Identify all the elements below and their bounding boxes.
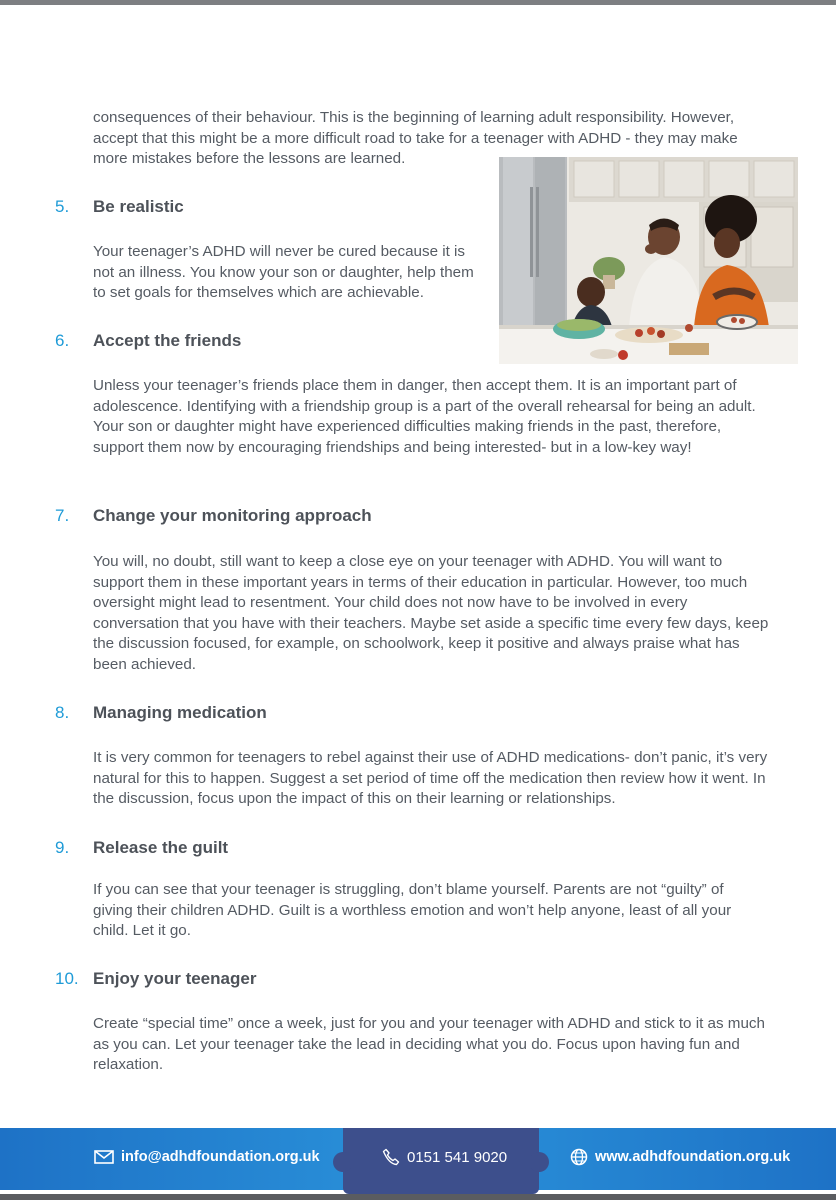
- family-cooking-photo: [499, 157, 798, 364]
- section-9-number: 9.: [55, 838, 70, 857]
- footer-email-link[interactable]: [94, 1146, 320, 1168]
- section-7-number: 7.: [55, 506, 70, 525]
- section-9-title: Release the guilt: [93, 838, 229, 857]
- intro-paragraph: consequences of their behaviour. This is the beginning of learning adult responsibility. However, accept that this might be a more difficult road to take for a teenager with ADHD - they may make more mistakes before the lessons are learned.: [93, 109, 738, 168]
- section-8-title: Managing medication: [93, 703, 267, 722]
- section-7-title: Change your monitoring approach: [93, 506, 372, 525]
- envelope-icon: [94, 1150, 114, 1164]
- section-6-number: 6.: [55, 331, 70, 350]
- section-6-title: Accept the friends: [93, 331, 242, 350]
- section-5-number: 5.: [55, 197, 70, 216]
- section-7-body: You will, no doubt, still want to keep a close eye on your teenager with ADHD. You will want to support them in these important years in terms of their education in particular. However, too much oversight might lead to resentment. Your child does not now have to be involved in every conversation that you have with their teachers. Maybe set aside a specific time every few days, keep the discussion focused, for example, on schoolwork, keep it positive and always praise what has been achieved.: [93, 553, 769, 673]
- section-10-number: 10.: [55, 969, 79, 988]
- section-8-body: It is very common for teenagers to rebel against their use of ADHD medications- don’t panic, it’s very natural for this to happen. Suggest a set period of time off the medication then review how it went. In the discussion, focus upon the impact of this on their learning or relationships.: [93, 749, 768, 808]
- section-10-title: Enjoy your teenager: [93, 969, 257, 988]
- footer-phone-text: 0151 541 9020: [407, 1148, 508, 1166]
- section-5-title: Be realistic: [93, 197, 184, 216]
- footer: [0, 1128, 836, 1200]
- footer-bottom-rule: [0, 1194, 836, 1200]
- section-5-body: Your teenager’s ADHD will never be cured because it is not an illness. You know your son or daughter, help them to set goals for themselves which are achievable.: [93, 243, 474, 302]
- puzzle-nub-left: [331, 1148, 351, 1176]
- section-8-number: 8.: [55, 703, 70, 722]
- puzzle-nub-right: [531, 1148, 551, 1176]
- section-6-body: Unless your teenager’s friends place them in danger, then accept them. It is an important part of adolescence. Identifying with a friendship group is a part of the overall rehearsal for being an adult. Your son or daughter might have experienced difficulties making friends in the past, therefore, support them now by encouraging friendships and being interested- but in a low-key way!: [93, 377, 756, 456]
- globe-icon: [570, 1148, 588, 1166]
- footer-website-link[interactable]: [570, 1146, 790, 1168]
- section-10-body: Create “special time” once a week, just for you and your teenager with ADHD and stick to it as much as you can. Let your teenager take the lead in deciding what you do. Focus upon having fun and relaxation.: [93, 1015, 765, 1074]
- section-9-body: If you can see that your teenager is struggling, don’t blame yourself. Parents are not “guilty” of giving their children ADHD. Guilt is a worthless emotion and won’t help anyone, least of all your child. Let it go.: [93, 881, 732, 940]
- footer-website-text: www.adhdfoundation.org.uk: [595, 1149, 791, 1165]
- footer-phone-link[interactable]: [382, 1146, 507, 1168]
- phone-icon: [382, 1148, 400, 1166]
- footer-email-text: info@adhdfoundation.org.uk: [121, 1149, 320, 1165]
